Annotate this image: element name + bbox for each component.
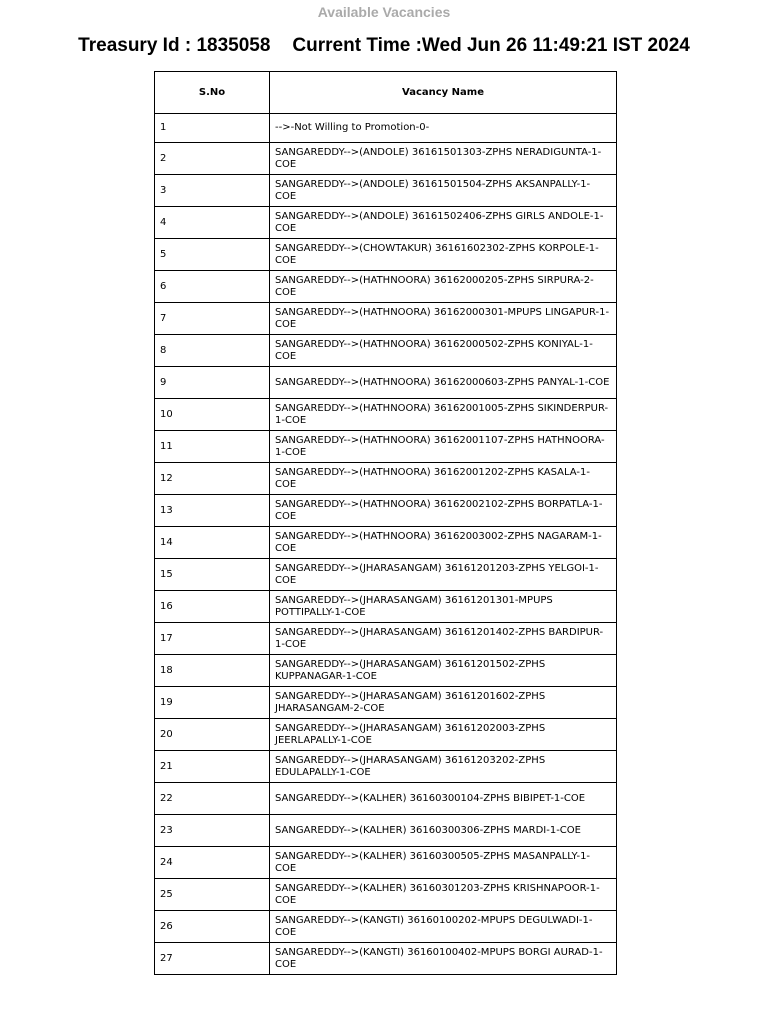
table-row (155, 399, 617, 431)
table-row (155, 239, 617, 271)
vacancy-name-cell: SANGAREDDY-->(HATHNOORA) 36162003002-ZPHS NAGARAM-1-COE (270, 527, 617, 559)
current-time-label: Current Time :Wed Jun 26 11:49:21 IST 2024 (292, 35, 690, 56)
sno-cell: 23 (155, 815, 270, 847)
sno-cell: 8 (155, 335, 270, 367)
table-row (155, 879, 617, 911)
table-row (155, 943, 617, 975)
sno-cell: 19 (155, 687, 270, 719)
table-row (155, 527, 617, 559)
sno-cell: 13 (155, 495, 270, 527)
vacancy-name-cell: SANGAREDDY-->(JHARASANGAM) 36161201502-ZPHS KUPPANAGAR-1-COE (270, 655, 617, 687)
sno-cell: 22 (155, 783, 270, 815)
vacancy-name-cell: SANGAREDDY-->(ANDOLE) 36161501504-ZPHS AKSANPALLY-1-COE (270, 175, 617, 207)
vacancy-name-cell: SANGAREDDY-->(HATHNOORA) 36162001005-ZPHS SIKINDERPUR-1-COE (270, 399, 617, 431)
vacancy-name-cell: SANGAREDDY-->(HATHNOORA) 36162002102-ZPHS BORPATLA-1-COE (270, 495, 617, 527)
vacancy-name-cell: SANGAREDDY-->(KANGTI) 36160100202-MPUPS DEGULWADI-1-COE (270, 911, 617, 943)
vacancy-name-cell: SANGAREDDY-->(KALHER) 36160300505-ZPHS MASANPALLY-1-COE (270, 847, 617, 879)
treasury-time-line (0, 35, 768, 57)
table-row (155, 335, 617, 367)
column-header-vacancy-name: Vacancy Name (270, 72, 617, 114)
vacancy-name-cell: SANGAREDDY-->(HATHNOORA) 36162000205-ZPHS SIRPURA-2-COE (270, 271, 617, 303)
sno-cell: 10 (155, 399, 270, 431)
sno-cell: 16 (155, 591, 270, 623)
sno-cell: 5 (155, 239, 270, 271)
table-row (155, 431, 617, 463)
vacancy-name-cell: SANGAREDDY-->(HATHNOORA) 36162000502-ZPHS KONIYAL-1-COE (270, 335, 617, 367)
vacancy-name-cell: SANGAREDDY-->(ANDOLE) 36161502406-ZPHS GIRLS ANDOLE-1-COE (270, 207, 617, 239)
sno-cell: 18 (155, 655, 270, 687)
table-row (155, 175, 617, 207)
vacancy-name-cell: SANGAREDDY-->(KANGTI) 36160100402-MPUPS BORGI AURAD-1-COE (270, 943, 617, 975)
sno-cell: 26 (155, 911, 270, 943)
sno-cell: 7 (155, 303, 270, 335)
sno-cell: 14 (155, 527, 270, 559)
sno-cell: 25 (155, 879, 270, 911)
table-row (155, 495, 617, 527)
sno-cell: 27 (155, 943, 270, 975)
sno-cell: 20 (155, 719, 270, 751)
vacancy-name-cell: SANGAREDDY-->(ANDOLE) 36161501303-ZPHS NERADIGUNTA-1-COE (270, 143, 617, 175)
vacancies-table (154, 71, 617, 975)
table-row (155, 207, 617, 239)
sno-cell: 15 (155, 559, 270, 591)
vacancy-name-cell: SANGAREDDY-->(JHARASANGAM) 36161201602-ZPHS JHARASANGAM-2-COE (270, 687, 617, 719)
vacancy-name-cell: SANGAREDDY-->(HATHNOORA) 36162000603-ZPHS PANYAL-1-COE (270, 367, 617, 399)
vacancy-name-cell: SANGAREDDY-->(JHARASANGAM) 36161201203-ZPHS YELGOI-1-COE (270, 559, 617, 591)
table-row (155, 911, 617, 943)
table-body (155, 114, 617, 975)
table-row (155, 143, 617, 175)
sno-cell: 21 (155, 751, 270, 783)
vacancy-name-cell: SANGAREDDY-->(JHARASANGAM) 36161203202-ZPHS EDULAPALLY-1-COE (270, 751, 617, 783)
vacancy-name-cell: SANGAREDDY-->(JHARASANGAM) 36161201402-ZPHS BARDIPUR-1-COE (270, 623, 617, 655)
vacancy-name-cell: SANGAREDDY-->(HATHNOORA) 36162001202-ZPHS KASALA-1-COE (270, 463, 617, 495)
table-row (155, 623, 617, 655)
table-row (155, 751, 617, 783)
vacancy-name-cell: SANGAREDDY-->(CHOWTAKUR) 36161602302-ZPHS KORPOLE-1-COE (270, 239, 617, 271)
sno-cell: 4 (155, 207, 270, 239)
table-row (155, 847, 617, 879)
sno-cell: 6 (155, 271, 270, 303)
table-row (155, 559, 617, 591)
table-row (155, 783, 617, 815)
sno-cell: 12 (155, 463, 270, 495)
sno-cell: 17 (155, 623, 270, 655)
sno-cell: 3 (155, 175, 270, 207)
table-row (155, 303, 617, 335)
sno-cell: 2 (155, 143, 270, 175)
vacancy-name-cell: SANGAREDDY-->(HATHNOORA) 36162001107-ZPHS HATHNOORA-1-COE (270, 431, 617, 463)
vacancy-name-cell: SANGAREDDY-->(JHARASANGAM) 36161201301-MPUPS POTTIPALLY-1-COE (270, 591, 617, 623)
table-row (155, 655, 617, 687)
sno-cell: 9 (155, 367, 270, 399)
vacancy-name-cell: SANGAREDDY-->(KALHER) 36160300104-ZPHS BIBIPET-1-COE (270, 783, 617, 815)
page-title: Available Vacancies (317, 4, 451, 20)
table-header-row (155, 72, 617, 114)
table-row (155, 719, 617, 751)
table-row (155, 271, 617, 303)
sno-cell: 24 (155, 847, 270, 879)
table-row (155, 815, 617, 847)
table-row (155, 687, 617, 719)
treasury-id-label: Treasury Id : 1835058 (78, 35, 271, 56)
vacancy-name-cell: -->-Not Willing to Promotion-0- (270, 114, 617, 143)
table-row (155, 591, 617, 623)
vacancy-name-cell: SANGAREDDY-->(HATHNOORA) 36162000301-MPUPS LINGAPUR-1-COE (270, 303, 617, 335)
sno-cell: 1 (155, 114, 270, 143)
table-row (155, 463, 617, 495)
column-header-sno: S.No (155, 72, 270, 114)
vacancy-name-cell: SANGAREDDY-->(JHARASANGAM) 36161202003-ZPHS JEERLAPALLY-1-COE (270, 719, 617, 751)
table-row (155, 114, 617, 143)
vacancy-name-cell: SANGAREDDY-->(KALHER) 36160300306-ZPHS MARDI-1-COE (270, 815, 617, 847)
sno-cell: 11 (155, 431, 270, 463)
table-row (155, 367, 617, 399)
vacancy-name-cell: SANGAREDDY-->(KALHER) 36160301203-ZPHS KRISHNAPOOR-1-COE (270, 879, 617, 911)
